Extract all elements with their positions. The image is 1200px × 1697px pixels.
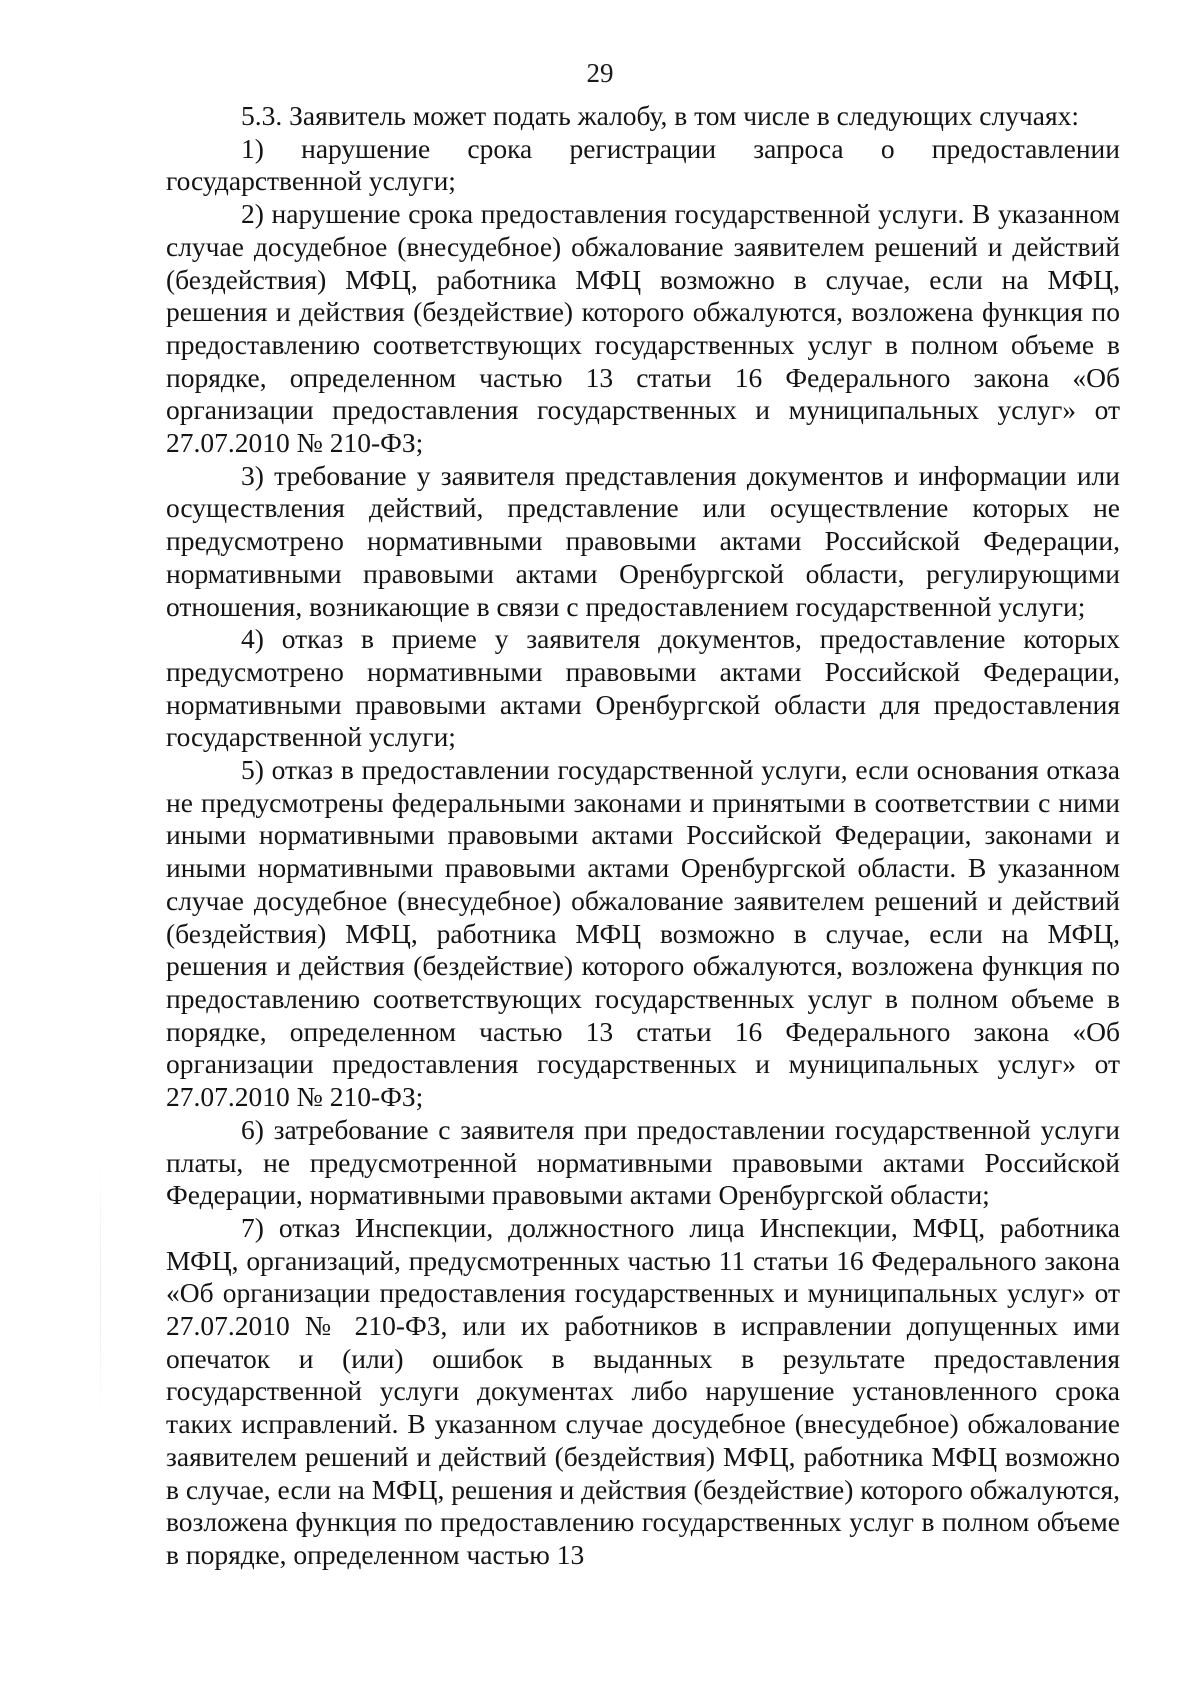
paragraph-item-6: 6) затребование с заявителя при предоставлении государственной услуги платы, не предусмотренной нормативными правовыми актами Российской Федерации, нормативными правовыми актами Оренбургской области; xyxy=(166,1113,1120,1211)
paragraph-item-2: 2) нарушение срока предоставления государственной услуги. В указанном случае досудебное (внесудебное) обжалование заявителем решений и действий (бездействия) МФЦ, работника МФЦ возможно в случае, если на МФЦ, решения и действия (бездействие) которого обжалуются, возложена функция по предоставлению соответствующих государственных услуг в полном объеме в порядке, определенном частью 13 статьи 16 Федерального закона «Об организации предоставления государственных и муниципальных услуг» от 27.07.2010 № 210-ФЗ; xyxy=(166,198,1120,459)
paragraph-item-4: 4) отказ в приеме у заявителя документов, предоставление которых предусмотрено нормативными правовыми актами Российской Федерации, нормативными правовыми актами Оренбургской области для предоставления государственной услуги; xyxy=(166,623,1120,753)
paragraph-item-1: 1) нарушение срока регистрации запроса о предоставлении государственной услуги; xyxy=(166,132,1120,197)
paragraph-item-7: 7) отказ Инспекции, должностного лица Инспекции, МФЦ, работника МФЦ, организаций, предусмотренных частью 11 статьи 16 Федерального закона «Об организации предоставления государственных и муниципальных услуг» от 27.07.2010 № 210-ФЗ, или их работников в исправлении допущенных ими опечаток и (или) ошибок в выданных в результате предоставления государственной услуги документах либо нарушение установленного срока таких исправлений. В указанном случае досудебное (внесудебное) обжалование заявителем решений и действий (бездействия) МФЦ, работника МФЦ возможно в случае, если на МФЦ, решения и действия (бездействие) которого обжалуются, возложена функция по предоставлению государственных услуг в полном объеме в порядке, определенном частью 13 xyxy=(166,1211,1120,1570)
document-body xyxy=(166,100,1120,1572)
paragraph-item-3: 3) требование у заявителя представления документов и информации или осуществления действий, представление или осуществление которых не предусмотрено нормативными правовыми актами Российской Федерации, нормативными правовыми актами Оренбургской области, регулирующими отношения, возникающие в связи с предоставлением государственной услуги; xyxy=(166,459,1120,622)
page-number: 29 xyxy=(586,58,614,88)
paragraph-item-5: 5) отказ в предоставлении государственной услуги, если основания отказа не предусмотрены федеральными законами и принятыми в соответствии с ними иными нормативными правовыми актами Российской Федерации, законами и иными нормативными правовыми актами Оренбургской области. В указанном случае досудебное (внесудебное) обжалование заявителем решений и действий (бездействия) МФЦ, работника МФЦ возможно в случае, если на МФЦ, решения и действия (бездействие) которого обжалуются, возложена функция по предоставлению соответствующих государственных услуг в полном объеме в порядке, определенном частью 13 статьи 16 Федерального закона «Об организации предоставления государственных и муниципальных услуг» от 27.07.2010 № 210-ФЗ; xyxy=(166,754,1120,1113)
scan-artifact xyxy=(100,1160,101,1420)
paragraph-5-3-intro: 5.3. Заявитель может подать жалобу, в том числе в следующих случаях: xyxy=(241,100,1079,131)
